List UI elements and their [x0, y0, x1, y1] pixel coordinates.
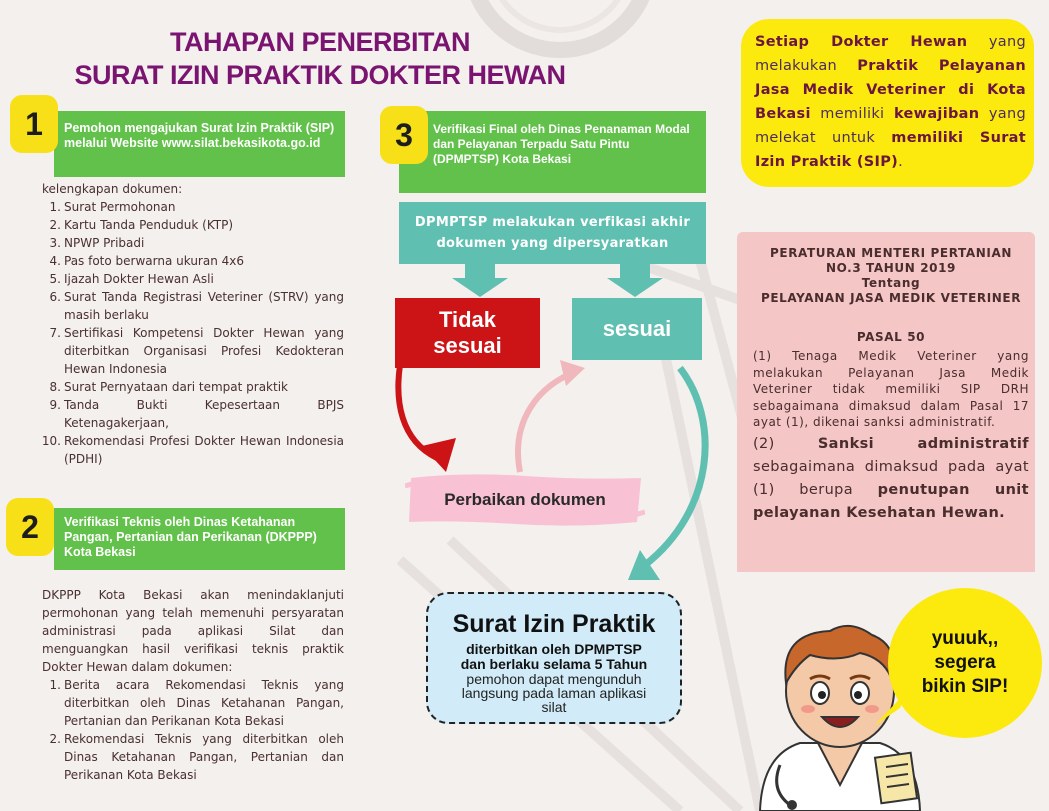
step1-doc-item	[40, 432, 344, 468]
step1-doc-list	[40, 198, 344, 468]
step1-doc-item-text: Kartu Tanda Penduduk (KTP)	[64, 218, 234, 232]
step2-paragraph: DKPPP Kota Bekasi akan menindaklanjuti permohonan yang telah memenuhi persyaratan administrasi pada aplikasi Silat dan menguangkan hasil verifikasi teknis praktik Dokter Hewan dalam dokumen:	[42, 588, 344, 674]
step2-doc-list	[40, 676, 344, 784]
ayat2-part-c: sebagaimana dimaksud pada ayat (1) berupa	[753, 458, 1029, 498]
note-part-1: Setiap Dokter Hewan	[755, 34, 968, 50]
speech-bubble-tail	[870, 690, 910, 730]
step1-doc-item-number: 4.	[49, 254, 61, 268]
note-part-2: yang melakukan	[755, 34, 1026, 74]
step1-doc-item-text: Surat Pernyataan dari tempat praktik	[64, 380, 288, 394]
regulation-line-1: PERATURAN MENTERI PERTANIAN	[770, 246, 1012, 260]
step2-text: Verifikasi Teknis oleh Dinas Ketahanan Pangan, Pertanian dan Perikanan (DKPPP) Kota Bekasi	[64, 515, 317, 559]
obligation-note	[741, 19, 1034, 187]
regulation-line-2: NO.3 TAHUN 2019	[825, 261, 956, 275]
step1-doc-item-number: 7.	[49, 326, 61, 340]
step3-box	[399, 111, 706, 193]
pasal-ayat-2	[753, 433, 1029, 525]
speech-line-3: bikin SIP!	[921, 676, 1009, 697]
step1-doc-item-number: 2.	[49, 218, 61, 232]
step3-number-badge	[380, 106, 428, 164]
sesuai-label: sesuai	[602, 316, 672, 341]
step1-docs-intro: kelengkapan dokumen:	[42, 182, 183, 196]
arrow-down-left	[452, 264, 508, 297]
sip-line-2: dan berlaku selama 5 Tahun	[460, 656, 648, 672]
sip-line-3: pemohon dapat mengunduh langsung pada laman aplikasi silat	[461, 671, 647, 715]
step2-doc-item-text: Rekomendasi Teknis yang diterbitkan oleh Dinas Ketahanan Pangan, Pertanian dan Perikanan Kota Bekasi	[64, 732, 344, 782]
step1-doc-item-text: Surat Tanda Registrasi Veteriner (STRV) yang masih berlaku	[64, 290, 344, 322]
step1-doc-item-number: 10.	[41, 434, 61, 448]
step1-doc-item	[40, 234, 344, 252]
step1-doc-item-text: Surat Permohonan	[64, 200, 176, 214]
step1-doc-item-text: Ijazah Dokter Hewan Asli	[64, 272, 214, 286]
step2-doc-item-number: 2.	[49, 732, 61, 746]
speech-line-2: segera	[934, 652, 996, 673]
title-line-1: TAHAPAN PENERBITAN	[170, 27, 470, 57]
step1-doc-item-text: Tanda Bukti Kepesertaan BPJS Ketenagakerjaan,	[64, 398, 344, 430]
regulation-line-3: Tentang	[861, 276, 921, 290]
note-part-7: memiliki Surat Izin Praktik (SIP)	[755, 130, 1026, 170]
step1-doc-item	[40, 270, 344, 288]
tidak-sesuai-label: Tidak sesuai	[433, 307, 502, 358]
title-line-2: SURAT IZIN PRAKTIK DOKTER HEWAN	[74, 60, 566, 90]
perbaikan-dokumen-box	[405, 472, 645, 528]
note-part-6: yang melekat untuk	[755, 106, 1026, 146]
verify-box	[399, 202, 706, 264]
step2-number-badge	[6, 498, 54, 556]
step1-doc-item	[40, 324, 344, 378]
arrow-down-right	[607, 264, 663, 297]
regulation-line-4: PELAYANAN JASA MEDIK VETERINER	[760, 291, 1022, 305]
sip-line-1: diterbitkan oleh DPMPTSP	[466, 641, 642, 657]
step2-doc-item	[40, 676, 344, 730]
step1-doc-item	[40, 396, 344, 432]
sesuai-box	[572, 298, 702, 360]
step1-doc-item	[40, 198, 344, 216]
arrow-pink-curve	[518, 372, 575, 472]
arrow-teal-curve	[645, 368, 705, 565]
step1-doc-item-number: 8.	[49, 380, 61, 394]
step2-doc-item	[40, 730, 344, 784]
arrow-pink-head	[560, 360, 585, 386]
step1-doc-item	[40, 252, 344, 270]
speech-bubble	[888, 588, 1042, 738]
step1-box	[54, 111, 345, 177]
step1-doc-item-text: Rekomendasi Profesi Dokter Hewan Indonesia (PDHI)	[64, 434, 344, 466]
pasal-title: PASAL 50	[856, 330, 926, 344]
step2-box	[54, 508, 345, 570]
step1-doc-item-number: 5.	[49, 272, 61, 286]
sip-title: Surat Izin Praktik	[452, 610, 656, 638]
ayat2-part-a: (2)	[753, 435, 818, 452]
step1-doc-item	[40, 288, 344, 324]
speech-line-1: yuuuk,,	[931, 628, 999, 649]
step1-text: Pemohon mengajukan Surat Izin Praktik (SIP) melalui Website www.silat.bekasikota.go.id	[64, 121, 335, 150]
perbaikan-label: Perbaikan dokumen	[444, 490, 606, 509]
step2-doc-item-number: 1.	[49, 678, 61, 692]
step1-doc-item-number: 6.	[49, 290, 61, 304]
sip-result-box	[426, 592, 682, 724]
step3-text: Verifikasi Final oleh Dinas Penanaman Modal dan Pelayanan Terpadu Satu Pintu (DPMPTSP) Kota Bekasi	[433, 122, 690, 166]
tidak-sesuai-box	[395, 298, 540, 368]
step3-number: 3	[395, 116, 413, 153]
step1-doc-item-text: NPWP Pribadi	[64, 236, 145, 250]
regulation-panel	[737, 232, 1035, 572]
step1-doc-item-text: Pas foto berwarna ukuran 4x6	[64, 254, 245, 268]
verify-text: DPMPTSP melakukan verfikasi akhir dokumen yang dipersyaratkan	[414, 215, 691, 251]
note-part-4: memiliki	[810, 106, 894, 122]
step1-doc-item-number: 3.	[49, 236, 61, 250]
note-part-3: Praktik Pelayanan Jasa Medik Veteriner di Kota Bekasi	[755, 58, 1026, 122]
page-title	[60, 26, 580, 92]
ayat2-part-d: penutupan unit pelayanan Kesehatan Hewan.	[753, 481, 1029, 521]
step1-number: 1	[25, 105, 43, 142]
step1-doc-item-text: Sertifikasi Kompetensi Dokter Hewan yang diterbitkan Organisasi Profesi Kedokteran Hewan Indonesia	[64, 326, 344, 376]
pasal-ayat-1: (1) Tenaga Medik Veteriner yang melakukan Pelayanan Jasa Medik Veteriner tidak memiliki SIP DRH sebagaimana dimaksud dalam Pasal 17 ayat (1), dikenai sanksi administratif.	[753, 349, 1029, 429]
step1-doc-item	[40, 216, 344, 234]
note-part-5: kewajiban	[893, 106, 980, 122]
step1-doc-item-number: 1.	[49, 200, 61, 214]
step1-doc-item	[40, 378, 344, 396]
ayat2-part-b: Sanksi administratif	[817, 435, 1029, 452]
step2-number: 2	[21, 508, 39, 545]
note-part-8: .	[898, 154, 904, 170]
step2-doc-item-text: Berita acara Rekomendasi Teknis yang diterbitkan oleh Dinas Ketahanan Pangan, Pertanian dan Perikanan Kota Bekasi	[64, 678, 344, 728]
step1-doc-item-number: 9.	[49, 398, 61, 412]
step1-number-badge	[10, 95, 58, 153]
